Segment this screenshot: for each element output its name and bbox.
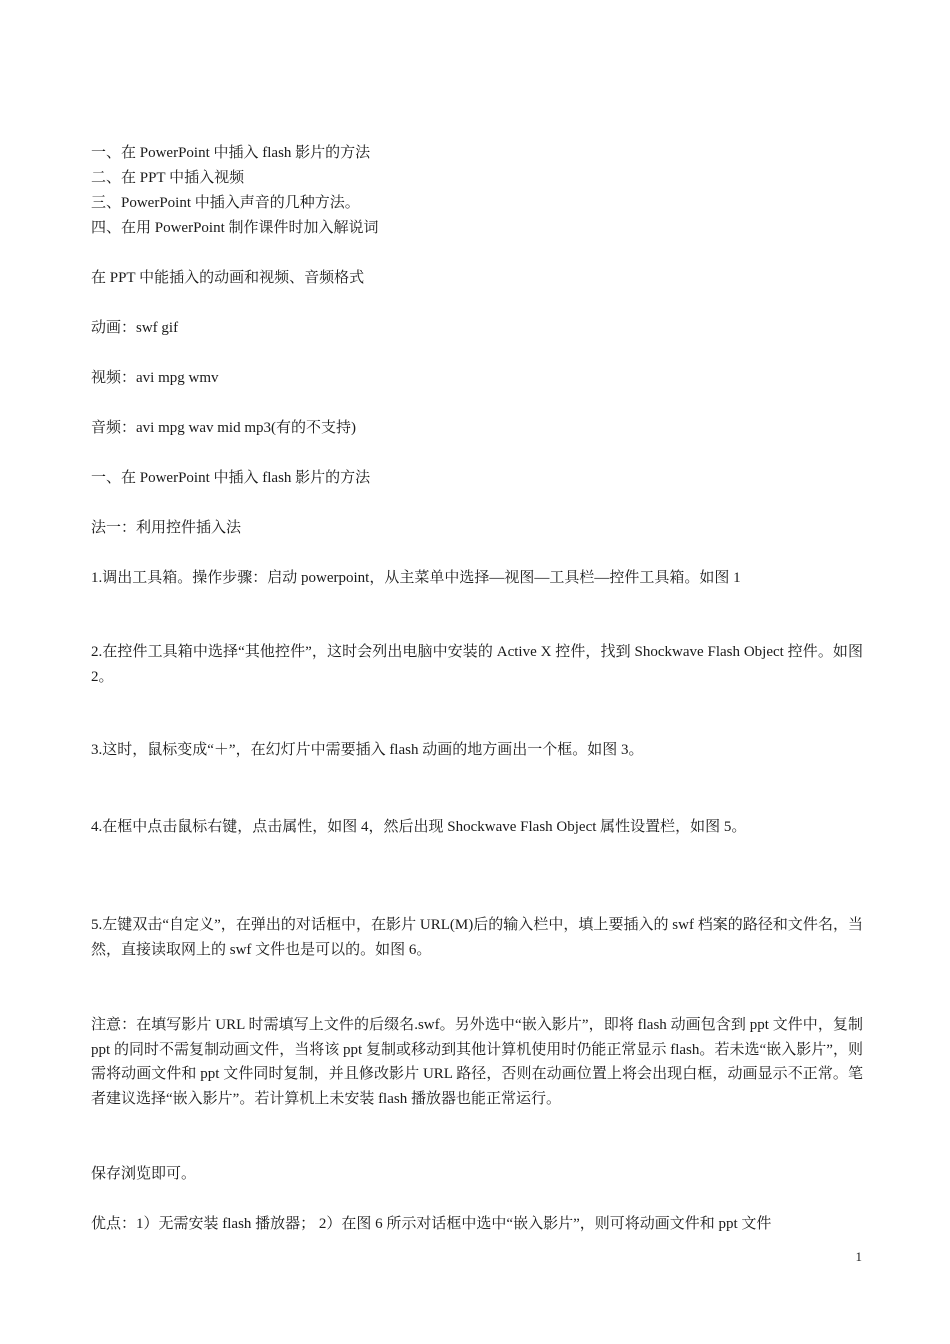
toc-item-3: 三、PowerPoint 中插入声音的几种方法。 (91, 195, 360, 211)
method-heading: 法一：利用控件插入法 (91, 520, 242, 536)
page-number: 1 (855, 1249, 862, 1264)
formats-video: 视频：avi mpg wmv (91, 370, 219, 386)
note-paragraph: 注意：在填写影片 URL 时需填写上文件的后缀名.swf。另外选中“嵌入影片”，即将 flash 动画包含到 ppt 文件中，复制 ppt 的同时不需复制动画文件，当将该 ppt 复制或移动到其他计算机使用时仍能正常显示 flash。若未选“嵌入影片”，则需将动画文件和 ppt 文件同时复制，并且修改影片 URL 路径，否则在动画位置上将会出现白框，动画显示不正常。笔者建议选择“嵌入影片”。若计算机上未安装 flash 播放器也能正常运行。 (91, 1017, 863, 1107)
step-5: 5.左键双击“自定义”，在弹出的对话框中，在影片 URL(M)后的输入栏中，填上要插入的 swf 档案的路径和文件名，当然，直接读取网上的 swf 文件也是可以的。如图 6。 (91, 917, 863, 958)
formats-heading: 在 PPT 中能插入的动画和视频、音频格式 (91, 270, 365, 286)
toc-item-4: 四、在用 PowerPoint 制作课件时加入解说词 (91, 220, 379, 236)
section-title: 一、在 PowerPoint 中插入 flash 影片的方法 (91, 470, 371, 486)
advantages-line: 优点：1）无需安装 flash 播放器； 2）在图 6 所示对话框中选中“嵌入影片”，则可将动画文件和 ppt 文件 (91, 1216, 772, 1232)
step-1: 1.调出工具箱。操作步骤：启动 powerpoint，从主菜单中选择—视图—工具栏—控件工具箱。如图 1 (91, 570, 741, 586)
toc-item-1: 一、在 PowerPoint 中插入 flash 影片的方法 (91, 145, 371, 161)
step-3: 3.这时，鼠标变成“＋”，在幻灯片中需要插入 flash 动画的地方画出一个框。如图 3。 (91, 742, 644, 758)
step-2: 2.在控件工具箱中选择“其他控件”，这时会列出电脑中安装的 Active X 控件，找到 Shockwave Flash Object 控件。如图 2。 (91, 644, 863, 685)
save-line: 保存浏览即可。 (91, 1166, 197, 1182)
toc-item-2: 二、在 PPT 中插入视频 (91, 170, 245, 186)
formats-audio: 音频：avi mpg wav mid mp3(有的不支持) (91, 420, 356, 436)
formats-animation: 动画：swf gif (91, 320, 179, 336)
step-4: 4.在框中点击鼠标右键，点击属性，如图 4，然后出现 Shockwave Flash Object 属性设置栏，如图 5。 (91, 819, 747, 835)
